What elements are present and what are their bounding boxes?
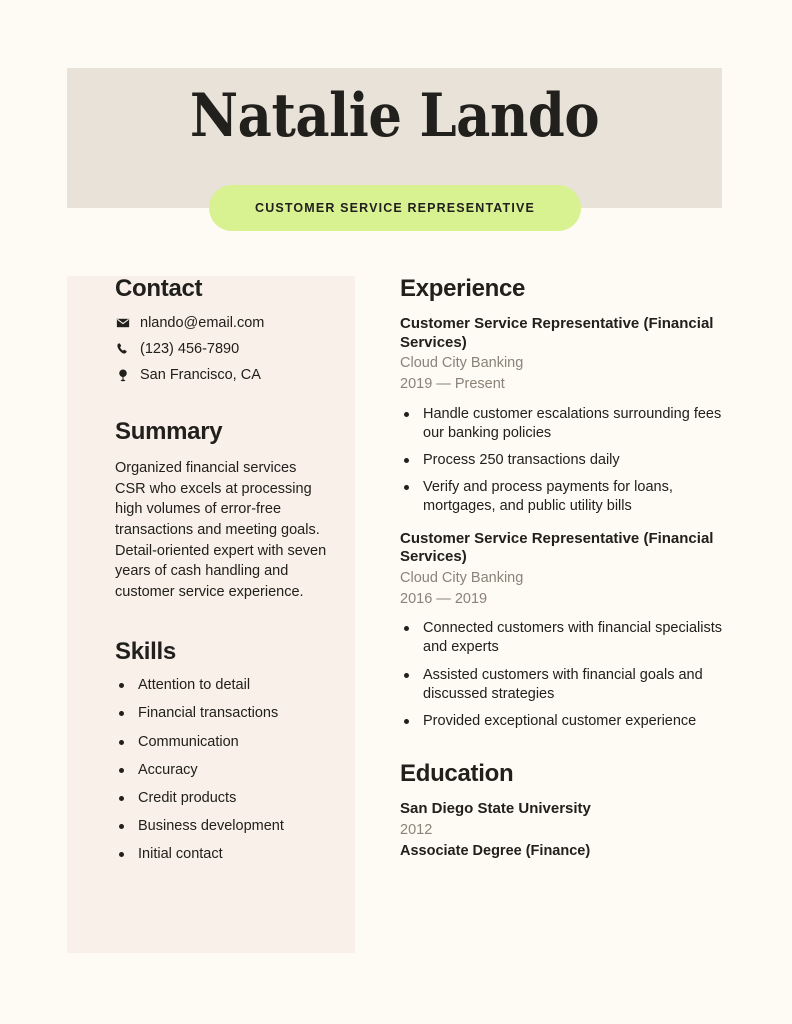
list-item: Process 250 transactions daily	[400, 451, 730, 470]
skills-heading: Skills	[115, 637, 176, 665]
location-pin-icon	[115, 368, 130, 382]
education-degree: Associate Degree (Finance)	[400, 843, 591, 860]
list-item: Credit products	[115, 789, 330, 808]
experience-heading: Experience	[400, 275, 526, 302]
contact-list	[115, 315, 330, 383]
experience-role: Customer Service Representative (Financial Services)	[400, 530, 714, 566]
list-item: Attention to detail	[115, 676, 330, 695]
contact-phone-value: (123) 456-7890	[140, 341, 240, 358]
contact-email-value: nlando@email.com	[140, 315, 265, 332]
list-item: Communication	[115, 733, 330, 752]
main-column	[400, 276, 730, 861]
envelope-icon	[115, 316, 130, 330]
list-item: Provided exceptional customer experience	[400, 712, 730, 731]
list-item: Initial contact	[115, 845, 330, 864]
contact-heading: Contact	[115, 275, 203, 302]
sidebar	[115, 276, 330, 873]
contact-section	[115, 276, 330, 383]
list-item: Financial transactions	[115, 704, 330, 723]
contact-item-location[interactable]	[115, 367, 330, 383]
experience-company: Cloud City Banking	[400, 354, 524, 371]
experience-company: Cloud City Banking	[400, 569, 524, 586]
skills-list	[115, 676, 330, 864]
experience-bullets	[400, 619, 730, 731]
experience-dates: 2016 — 2019	[400, 591, 488, 608]
summary-section	[115, 419, 330, 603]
page-title: Natalie Lando	[189, 81, 600, 151]
skills-section	[115, 639, 330, 864]
experience-dates: 2019 — Present	[400, 376, 505, 393]
contact-item-phone[interactable]	[115, 341, 330, 357]
experience-role: Customer Service Representative (Financial Services)	[400, 315, 714, 351]
contact-location-value: San Francisco, CA	[140, 367, 261, 384]
experience-bullets	[400, 405, 730, 517]
summary-text: Organized financial services CSR who excels at processing high volumes of error-free transactions and meeting goals. Detail-oriented expert with seven years of cash handling and customer service experience.	[115, 459, 327, 601]
experience-entry	[400, 315, 730, 516]
education-year: 2012	[400, 822, 433, 839]
contact-item-email[interactable]	[115, 315, 330, 331]
list-item: Verify and process payments for loans, mortgages, and public utility bills	[400, 478, 730, 516]
job-title-badge	[209, 185, 581, 231]
job-title-badge-label: CUSTOMER SERVICE REPRESENTATIVE	[255, 201, 535, 215]
summary-heading: Summary	[115, 418, 223, 446]
list-item: Connected customers with financial specialists and experts	[400, 619, 730, 657]
experience-entry	[400, 530, 730, 731]
list-item: Business development	[115, 817, 330, 836]
phone-icon	[115, 342, 130, 356]
list-item: Accuracy	[115, 761, 330, 780]
list-item: Handle customer escalations surrounding fees our banking policies	[400, 405, 730, 443]
education-school: San Diego State University	[400, 800, 591, 818]
list-item: Assisted customers with financial goals and discussed strategies	[400, 666, 730, 704]
education-heading: Education	[400, 759, 514, 787]
